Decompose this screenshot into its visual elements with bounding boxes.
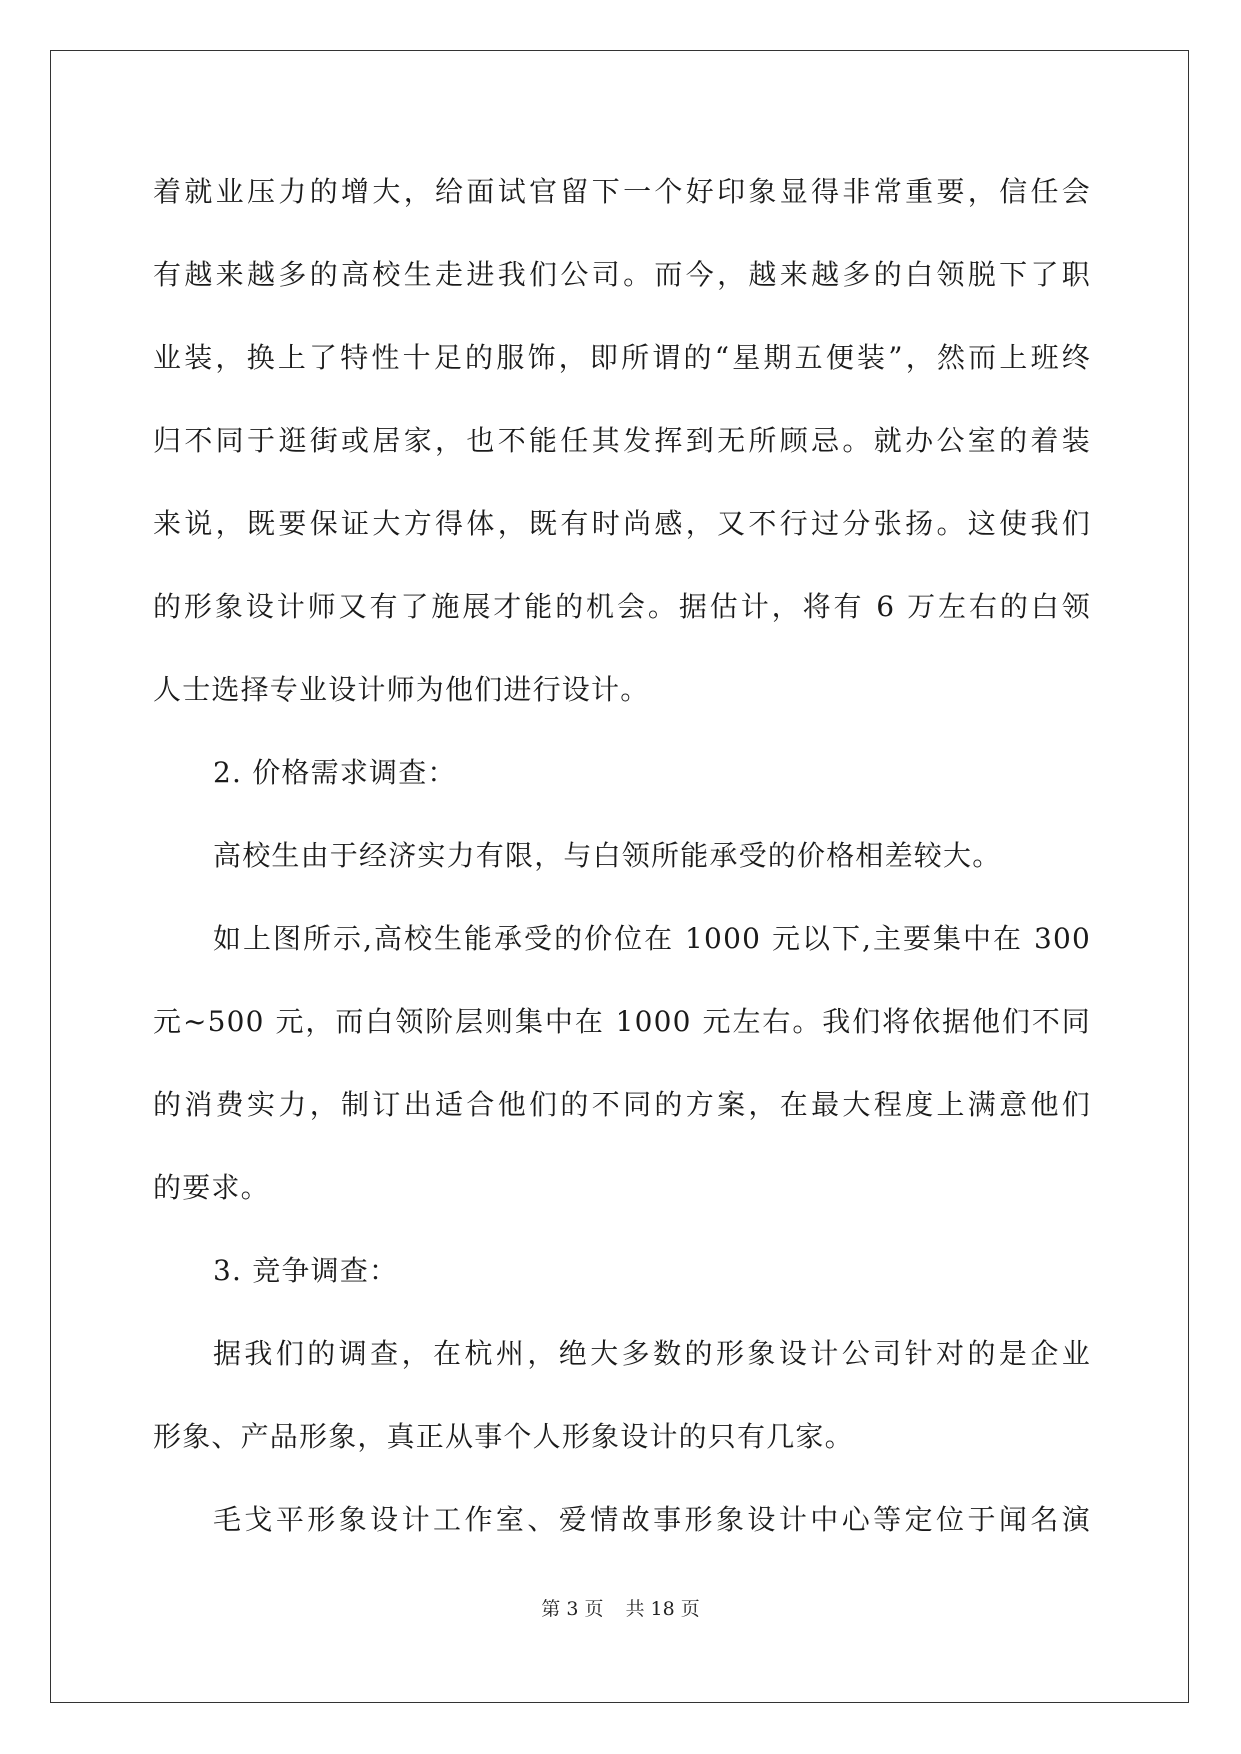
body-line: 形象、产品形象，真正从事个人形象设计的只有几家。 <box>153 1420 854 1453</box>
body-line: 毛戈平形象设计工作室、爱情故事形象设计中心等定位于闻名演 <box>213 1503 1091 1536</box>
page-footer <box>0 1594 1241 1621</box>
body-line: 业装，换上了特性十足的服饰，即所谓的“星期五便装”，然而上班终 <box>153 341 1091 374</box>
section-heading: 3. 竞争调查： <box>213 1254 399 1287</box>
body-line: 有越来越多的高校生走进我们公司。而今，越来越多的白领脱下了职 <box>153 258 1091 291</box>
body-line: 如上图所示,高校生能承受的价位在 1000 元以下,主要集中在 300 <box>213 922 1091 955</box>
body-line: 的消费实力，制订出适合他们的不同的方案，在最大程度上满意他们 <box>153 1088 1091 1121</box>
body-line: 归不同于逛街或居家，也不能任其发挥到无所顾忌。就办公室的着装 <box>153 424 1091 457</box>
section-heading: 2. 价格需求调查： <box>213 756 457 789</box>
body-line: 人士选择专业设计师为他们进行设计。 <box>153 673 650 706</box>
body-line: 来说，既要保证大方得体，既有时尚感，又不行过分张扬。这使我们 <box>153 507 1091 540</box>
page-total: 共 18 页 <box>625 1598 700 1620</box>
page-number: 第 3 页 <box>541 1598 604 1620</box>
body-line: 据我们的调查，在杭州，绝大多数的形象设计公司针对的是企业 <box>213 1337 1091 1370</box>
body-line: 的要求。 <box>153 1171 270 1204</box>
body-line: 元~500 元，而白领阶层则集中在 1000 元左右。我们将依据他们不同 <box>153 1005 1091 1038</box>
document-body <box>153 162 1091 1573</box>
body-line: 高校生由于经济实力有限，与白领所能承受的价格相差较大。 <box>213 839 1002 872</box>
body-line: 着就业压力的增大，给面试官留下一个好印象显得非常重要，信任会 <box>153 175 1091 208</box>
body-line: 的形象设计师又有了施展才能的机会。据估计，将有 6 万左右的白领 <box>153 590 1091 623</box>
